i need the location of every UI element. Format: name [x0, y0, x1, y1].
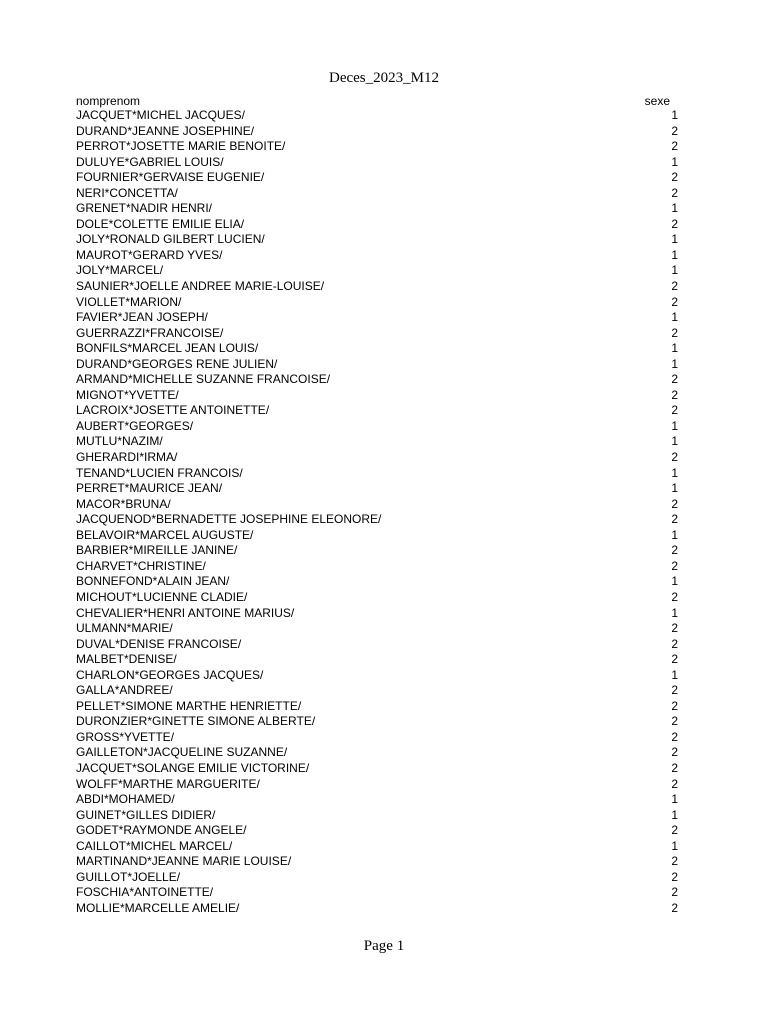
- row-sexe: 2: [671, 698, 678, 713]
- table-row: [76, 885, 678, 901]
- table-row: [76, 761, 678, 777]
- table-row: [76, 481, 678, 497]
- row-nomprenom: DURONZIER*GINETTE SIMONE ALBERTE/: [76, 714, 316, 729]
- row-sexe: 2: [671, 139, 678, 154]
- row-sexe: 1: [671, 418, 678, 433]
- row-sexe: 2: [671, 900, 678, 915]
- table-row: [76, 528, 678, 544]
- header-nomprenom: nomprenom: [76, 94, 141, 108]
- row-nomprenom: JACQUET*MICHEL JACQUES/: [76, 108, 245, 122]
- table-row: [76, 621, 678, 637]
- row-nomprenom: JOLY*RONALD GILBERT LUCIEN/: [76, 232, 265, 247]
- row-nomprenom: FAVIER*JEAN JOSEPH/: [76, 310, 208, 325]
- row-nomprenom: GUERRAZZI*FRANCOISE/: [76, 325, 224, 340]
- table-row: [76, 652, 678, 668]
- row-sexe: 1: [671, 154, 678, 169]
- table-row: [76, 559, 678, 575]
- row-nomprenom: VIOLLET*MARION/: [76, 294, 182, 309]
- table-row: [76, 170, 678, 186]
- row-nomprenom: BELAVOIR*MARCEL AUGUSTE/: [76, 527, 254, 542]
- table-row: [76, 388, 678, 404]
- row-nomprenom: FOSCHIA*ANTOINETTE/: [76, 885, 214, 900]
- table-row: [76, 808, 678, 824]
- row-sexe: 1: [671, 108, 678, 122]
- row-nomprenom: PERROT*JOSETTE MARIE BENOITE/: [76, 139, 286, 154]
- table-row: [76, 124, 678, 140]
- row-sexe: 2: [671, 652, 678, 667]
- row-sexe: 2: [671, 279, 678, 294]
- table-row: [76, 403, 678, 419]
- table-row: [76, 683, 678, 699]
- table-row: [76, 777, 678, 793]
- row-sexe: 2: [671, 683, 678, 698]
- row-nomprenom: DURAND*GEORGES RENE JULIEN/: [76, 356, 278, 371]
- row-nomprenom: GHERARDI*IRMA/: [76, 450, 178, 465]
- table-row: [76, 792, 678, 808]
- table-row: [76, 730, 678, 746]
- row-nomprenom: FOURNIER*GERVAISE EUGENIE/: [76, 170, 265, 185]
- row-sexe: 2: [671, 760, 678, 775]
- row-sexe: 1: [671, 465, 678, 480]
- row-nomprenom: GODET*RAYMONDE ANGELE/: [76, 823, 247, 838]
- document-title: Deces_2023_M12: [329, 70, 439, 86]
- row-sexe: 2: [671, 185, 678, 200]
- row-sexe: 1: [671, 574, 678, 589]
- header-sexe: sexe: [644, 94, 670, 108]
- table-row: [76, 497, 678, 513]
- row-sexe: 2: [671, 450, 678, 465]
- row-sexe: 1: [671, 356, 678, 371]
- row-nomprenom: MACOR*BRUNA/: [76, 496, 171, 511]
- row-nomprenom: GALLA*ANDREE/: [76, 683, 173, 698]
- row-sexe: 1: [671, 434, 678, 449]
- table-row: [76, 279, 678, 295]
- row-sexe: 1: [671, 792, 678, 807]
- row-nomprenom: CAILLOT*MICHEL MARCEL/: [76, 838, 233, 853]
- row-sexe: 2: [671, 496, 678, 511]
- row-nomprenom: GUILLOT*JOELLE/: [76, 869, 181, 884]
- table-row: [76, 590, 678, 606]
- row-sexe: 2: [671, 589, 678, 604]
- row-sexe: 1: [671, 201, 678, 216]
- row-nomprenom: JACQUET*SOLANGE EMILIE VICTORINE/: [76, 760, 310, 775]
- table-row: [76, 466, 678, 482]
- row-nomprenom: PERRET*MAURICE JEAN/: [76, 481, 223, 496]
- table-row: [76, 870, 678, 886]
- row-nomprenom: DOLE*COLETTE EMILIE ELIA/: [76, 216, 245, 231]
- row-nomprenom: SAUNIER*JOELLE ANDREE MARIE-LOUISE/: [76, 279, 325, 294]
- row-nomprenom: JOLY*MARCEL/: [76, 263, 164, 278]
- row-sexe: 2: [671, 372, 678, 387]
- row-nomprenom: CHEVALIER*HENRI ANTOINE MARIUS/: [76, 605, 295, 620]
- table-row: [76, 419, 678, 435]
- row-nomprenom: GAILLETON*JACQUELINE SUZANNE/: [76, 745, 288, 760]
- row-nomprenom: DURAND*JEANNE JOSEPHINE/: [76, 123, 255, 138]
- row-nomprenom: WOLFF*MARTHE MARGUERITE/: [76, 776, 260, 791]
- row-nomprenom: CHARLON*GEORGES JACQUES/: [76, 667, 264, 682]
- row-sexe: 1: [671, 341, 678, 356]
- row-nomprenom: MUTLU*NAZIM/: [76, 434, 163, 449]
- row-sexe: 1: [671, 667, 678, 682]
- table-row: [76, 606, 678, 622]
- row-sexe: 1: [671, 481, 678, 496]
- row-nomprenom: LACROIX*JOSETTE ANTOINETTE/: [76, 403, 270, 418]
- row-nomprenom: NERI*CONCETTA/: [76, 185, 178, 200]
- row-nomprenom: BARBIER*MIREILLE JANINE/: [76, 543, 238, 558]
- row-sexe: 2: [671, 729, 678, 744]
- table-row: [76, 512, 678, 528]
- table-row: [76, 450, 678, 466]
- row-sexe: 1: [671, 605, 678, 620]
- row-sexe: 1: [671, 310, 678, 325]
- table-row: [76, 263, 678, 279]
- table-row: [76, 434, 678, 450]
- table-row: [76, 854, 678, 870]
- table-row: [76, 217, 678, 233]
- row-nomprenom: CHARVET*CHRISTINE/: [76, 558, 206, 573]
- row-sexe: 2: [671, 885, 678, 900]
- page-number: Page 1: [363, 938, 405, 954]
- table-row: [76, 310, 678, 326]
- row-sexe: 2: [671, 869, 678, 884]
- row-sexe: 2: [671, 558, 678, 573]
- row-sexe: 2: [671, 294, 678, 309]
- table-body: [76, 108, 678, 916]
- table-row: [76, 823, 678, 839]
- row-nomprenom: MOLLIE*MARCELLE AMELIE/: [76, 900, 240, 915]
- row-sexe: 2: [671, 621, 678, 636]
- table-row: [76, 186, 678, 202]
- row-nomprenom: BONFILS*MARCEL JEAN LOUIS/: [76, 341, 259, 356]
- table-row: [76, 108, 678, 124]
- row-sexe: 2: [671, 714, 678, 729]
- table-row: [76, 341, 678, 357]
- table-row: [76, 326, 678, 342]
- row-nomprenom: TENAND*LUCIEN FRANCOIS/: [76, 465, 243, 480]
- table-row: [76, 745, 678, 761]
- row-sexe: 1: [671, 263, 678, 278]
- row-sexe: 1: [671, 807, 678, 822]
- row-sexe: 2: [671, 823, 678, 838]
- table-row: [76, 232, 678, 248]
- row-sexe: 2: [671, 170, 678, 185]
- row-nomprenom: AUBERT*GEORGES/: [76, 418, 194, 433]
- row-nomprenom: GRENET*NADIR HENRI/: [76, 201, 213, 216]
- row-sexe: 1: [671, 838, 678, 853]
- table-row: [76, 155, 678, 171]
- row-sexe: 2: [671, 854, 678, 869]
- table-row: [76, 901, 678, 917]
- row-sexe: 1: [671, 232, 678, 247]
- table-row: [76, 295, 678, 311]
- row-nomprenom: MALBET*DENISE/: [76, 652, 177, 667]
- row-nomprenom: PELLET*SIMONE MARTHE HENRIETTE/: [76, 698, 302, 713]
- row-nomprenom: MARTINAND*JEANNE MARIE LOUISE/: [76, 854, 292, 869]
- table-row: [76, 714, 678, 730]
- table-row: [76, 574, 678, 590]
- row-sexe: 2: [671, 776, 678, 791]
- row-nomprenom: ULMANN*MARIE/: [76, 621, 173, 636]
- row-nomprenom: MAUROT*GERARD YVES/: [76, 247, 223, 262]
- row-sexe: 1: [671, 527, 678, 542]
- row-sexe: 2: [671, 387, 678, 402]
- table-row: [76, 668, 678, 684]
- row-sexe: 2: [671, 636, 678, 651]
- row-nomprenom: DULUYE*GABRIEL LOUIS/: [76, 154, 224, 169]
- table-row: [76, 248, 678, 264]
- table-row: [76, 543, 678, 559]
- row-nomprenom: MICHOUT*LUCIENNE CLADIE/: [76, 589, 248, 604]
- row-sexe: 2: [671, 216, 678, 231]
- row-nomprenom: BONNEFOND*ALAIN JEAN/: [76, 574, 230, 589]
- table-row: [76, 699, 678, 715]
- row-sexe: 2: [671, 325, 678, 340]
- table-row: [76, 637, 678, 653]
- table-header: [76, 93, 672, 109]
- table-row: [76, 139, 678, 155]
- row-sexe: 1: [671, 247, 678, 262]
- row-sexe: 2: [671, 543, 678, 558]
- row-nomprenom: ARMAND*MICHELLE SUZANNE FRANCOISE/: [76, 372, 331, 387]
- row-sexe: 2: [671, 512, 678, 527]
- row-nomprenom: DUVAL*DENISE FRANCOISE/: [76, 636, 242, 651]
- row-sexe: 2: [671, 403, 678, 418]
- table-row: [76, 201, 678, 217]
- table-row: [76, 357, 678, 373]
- row-nomprenom: GUINET*GILLES DIDIER/: [76, 807, 216, 822]
- row-nomprenom: GROSS*YVETTE/: [76, 729, 175, 744]
- row-sexe: 2: [671, 123, 678, 138]
- row-sexe: 2: [671, 745, 678, 760]
- row-nomprenom: MIGNOT*YVETTE/: [76, 387, 179, 402]
- table-row: [76, 839, 678, 855]
- table-row: [76, 372, 678, 388]
- row-nomprenom: ABDI*MOHAMED/: [76, 792, 175, 807]
- row-nomprenom: JACQUENOD*BERNADETTE JOSEPHINE ELEONORE/: [76, 512, 382, 527]
